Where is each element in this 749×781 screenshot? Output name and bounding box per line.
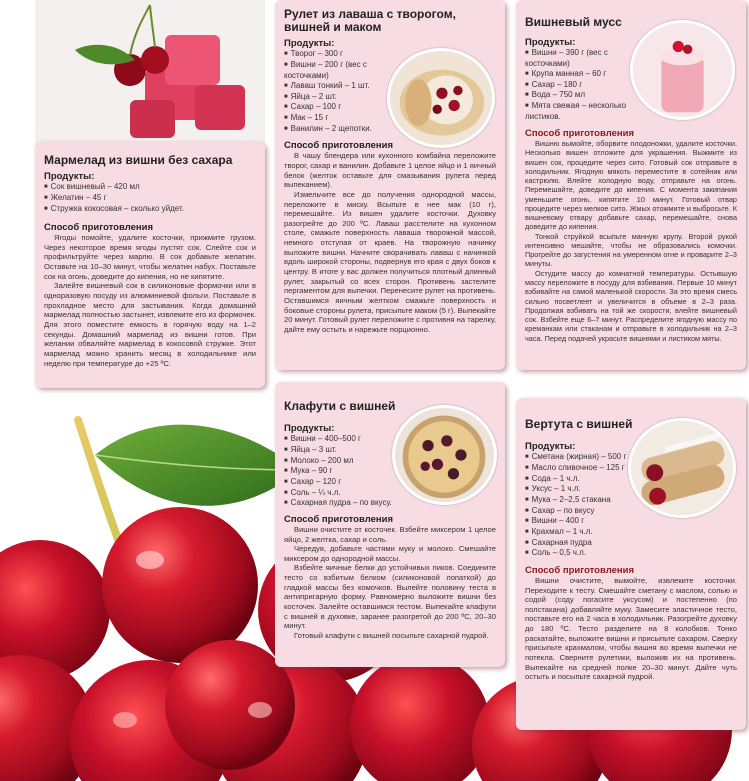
ingredient: ■ Лаваш тонкий – 1 шт. xyxy=(284,81,394,92)
method-text xyxy=(284,525,496,641)
method-label: Способ приготовления xyxy=(44,222,154,234)
ingredient: ■ Яйца – 3 шт. xyxy=(284,445,402,456)
ingredient: ■ Уксус – 1 ч.л. xyxy=(525,484,637,495)
recipe-card-marmalade xyxy=(35,142,265,388)
clafoutis-photo xyxy=(392,405,497,505)
ingredient: ■ Вишни – 200 г (вес с косточками) xyxy=(284,60,394,81)
products-label: Продукты: xyxy=(525,37,576,49)
ingredient: ■ Сахар – 120 г xyxy=(284,477,402,488)
products-label: Продукты: xyxy=(284,423,335,435)
ingredient: ■ Вишни – 400 г xyxy=(525,516,637,527)
method-text xyxy=(44,233,256,368)
ingredients-list xyxy=(284,434,402,509)
ingredient: ■ Ванилин – 2 щепотки. xyxy=(284,124,394,135)
ingredient: ■ Яйца – 2 шт. xyxy=(284,92,394,103)
method-text xyxy=(525,139,737,343)
ingredient: ■ Сахарная пудра xyxy=(525,538,637,549)
products-label: Продукты: xyxy=(44,171,95,183)
ingredient: ■ Мука – 2–2,5 стакана xyxy=(525,495,637,506)
method-paragraph: Чередуя, добавьте частями муку и молоко. Смешайте миксером до однородной массы. xyxy=(284,544,496,563)
ingredient: ■ Творог – 300 г xyxy=(284,49,394,60)
ingredient: ■ Мука – 90 г xyxy=(284,466,402,477)
ingredient: ■ Вода – 750 мл xyxy=(525,90,635,101)
ingredient: ■ Мята свежая – несколько листиков. xyxy=(525,101,635,122)
ingredients-list xyxy=(525,48,635,122)
method-label: Способ приготовления xyxy=(284,513,394,525)
method-paragraph: Остудите массу до комнатной температуры. Остывшую массу переложите в посуду для взбивания. Первые 10 минут взбивайте на самой маленькой скорости. За это время смесь сильно посветлеет и увеличится в объеме в 2–3 раза. Продолжая взбивать на той же скорости, влейте вишневый сок. Взбейте еще 6–7 минут. Распределите ягодную массу по креманкам или стаканам и отправьте в холодильник на 2–3 часа. Перед подачей украсьте вишнями и листиком мяты. xyxy=(525,268,737,343)
method-paragraph: Измельчите все до получения однородной массы, переложите в миску. Всыпьте в нее мак (10 г), перемешайте. Из вишен удалите косточки. Духовку разогрейте до 200 ºС. Лаваш расстелите на кухонном столе, смажьте поверхность лаваша творожной массой, немного отступая от краев. На творожную начинку выложите вишни. Начните сворачивать лаваш с начинкой вдоль широкой стороны, подвернув его края с двух боков к центру. В итоге у вас должен получиться плотный длинный рулет, закрытый со всех сторон. Противень застелите пергаментом для выпечки. Перенесите рулет на противень. Оставшимся яичным желтком смажьте поверхность и боковые стороны рулета, присыпьте маком (5 г). Выпекайте 20 минут. Готовый рулет переложите с противня на тарелку, дайте ему остыть и нарежьте порционно. xyxy=(284,189,496,334)
ingredient: ■ Крахмал – 1 ч.л. xyxy=(525,527,637,538)
ingredient: ■ Сметана (жирная) – 500 г xyxy=(525,452,637,463)
ingredient: ■ Соль – 0,5 ч.л. xyxy=(525,548,637,559)
vertuta-photo xyxy=(628,418,736,518)
recipe-title: Вишневый мусс xyxy=(525,15,622,29)
method-paragraph: В чашу блендера или кухонного комбайна переложите творог, сахар и ванилин. Добавьте 1 целое яйцо и 1 яичный белок (желток оставьте для смазывания рулета перед выпеканием). xyxy=(284,151,496,190)
recipe-title: Мармелад из вишни без сахара xyxy=(44,153,233,167)
ingredient: ■ Вишни – 390 г (вес с косточками) xyxy=(525,48,635,69)
ingredients-list xyxy=(525,452,637,559)
ingredient: ■ Стружка кокосовая – сколько уйдет. xyxy=(44,204,256,215)
method-paragraph: Готовый клафути с вишней посыпьте сахарной пудрой. xyxy=(294,630,489,640)
recipe-title: Клафути с вишней xyxy=(284,399,396,413)
method-paragraph: Тонкой струйкой всыпьте манную крупу. Второй рукой интенсивно мешайте, чтобы не образовались комочки. Прогрейте до загустения на умеренном огне и проварите 2–3 минуты. xyxy=(525,231,737,269)
ingredient: ■ Мак – 15 г xyxy=(284,113,394,124)
ingredients-list xyxy=(44,182,256,214)
products-label: Продукты: xyxy=(525,441,576,453)
cherry-marmalade-photo xyxy=(35,0,265,150)
method-paragraph: Вишни очистите от косточек. Взбейте миксером 1 целое яйцо, 2 желтка, сахар и соль. xyxy=(284,524,496,544)
ingredient: ■ Крупа манная – 60 г xyxy=(525,69,635,80)
ingredient: ■ Желатин – 45 г xyxy=(44,193,256,204)
method-text xyxy=(284,151,496,334)
ingredient: ■ Сахар – 100 г xyxy=(284,102,394,113)
method-paragraph: Ягоды помойте, удалите косточки, прижмите грузом. Через некоторое время ягоды пустят сок. Слейте сок и профильтруйте через марлю. В сок добавьте желатин. Оставьте на 10–30 минут, чтобы желатин набух. Поставьте сок на огонь, доведите до кипения, но не кипятите. xyxy=(44,233,256,281)
method-label: Способ приготовления xyxy=(284,140,394,152)
method-paragraph: Вишни очистите, вымойте, извлеките косточки. Переходите к тесту. Смешайте сметану с маслом, солью и содой (соду погасите уксусом) и постепенно (по полстакана) добавляйте муку. Замесите эластичное тесто, поставьте его на 2 часа в холодильник. Разогрейте духовку до 180 ºС. Тесто разделите на 8 колобков. Тонко раскатайте, выложите вишни и присыпьте сахаром. Сверху присыпьте крахмалом, чтобы вишня во время выпечки не потекла. Сверните рулетики, выложив их на противень. Выпекайте на средней полке 20–30 минут. Дайте чуть остыть и посыпьте сахарной пудрой. xyxy=(525,575,737,682)
ingredient: ■ Соль – ¼ ч.л. xyxy=(284,488,402,499)
products-label: Продукты: xyxy=(284,38,335,50)
ingredient: ■ Молоко – 200 мл xyxy=(284,456,402,467)
recipe-title: Рулет из лаваша с творогом, вишней и маком xyxy=(284,7,456,35)
method-paragraph: Взбейте яичные белки до устойчивых пиков. Соедините тесто со взбитым белком (силиконовой лопаткой) до гладкой массы без комочков. Вылейте половину теста в антипригарную форму. Равномерно выложите вишни без косточек. Залейте оставшимся тестом. Выпекайте клафути с вишней в духовке, заранее разогретой до 200 ºС, 20–30 минут. xyxy=(284,563,496,631)
ingredient: ■ Сахарная пудра – по вкусу. xyxy=(284,498,402,509)
method-label: Способ приготовления xyxy=(525,128,635,140)
ingredient: ■ Масло сливочное – 125 г xyxy=(525,463,637,474)
ingredient: ■ Вишни – 400–500 г xyxy=(284,434,402,445)
method-label: Способ приготовления xyxy=(525,564,635,576)
recipe-title: Вертута с вишней xyxy=(525,417,633,431)
ingredient: ■ Сок вишневый – 420 мл xyxy=(44,182,256,193)
ingredient: ■ Сода – 1 ч.л. xyxy=(525,474,637,485)
cherry-mousse-photo xyxy=(630,20,735,120)
ingredient: ■ Сахар – 180 г xyxy=(525,80,635,91)
ingredient: ■ Сахар – по вкусу xyxy=(525,506,637,517)
ingredients-list xyxy=(284,49,394,134)
method-paragraph: Залейте вишневый сок в силиконовые формочки или в одноразовую посуду из алюминиевой фольги. Поставьте в прохладное место для застывания. Когда домашний мармелад полностью застынет, извлеките его из формочек. Для этого поместите емкость в горячую воду на 1–2 секунды. Домашний мармелад из вишни готов. При желании обваляйте мармелад в кокосовой стружке. Этот мармелад можно хранить месяц в холодильнике или неделю при температуре до +25 ºС. xyxy=(44,281,256,368)
method-paragraph: Вишню вымойте, оборвите плодоножки, удалите косточки. Несколько вишен отложите для украшения. Выжмите из вишен сок, процедите через сито. Готовый сок отправьте в холодильник. Ягодную мякоть переместите в сотейник или кастрюлю. Влейте холодную воду, отправьте на огонь. Перемешайте, доведите до кипения. С момента закипания уменьшите огонь, кипятите 10 минут. Готовый отвар процедите через мелкое сито. Жмых отожмите и выбросьте. К вишневому отвару добавьте сахар, перемешайте, снова доведите до кипения. xyxy=(525,139,737,232)
lavash-roll-photo xyxy=(387,48,495,148)
method-text xyxy=(525,576,737,682)
